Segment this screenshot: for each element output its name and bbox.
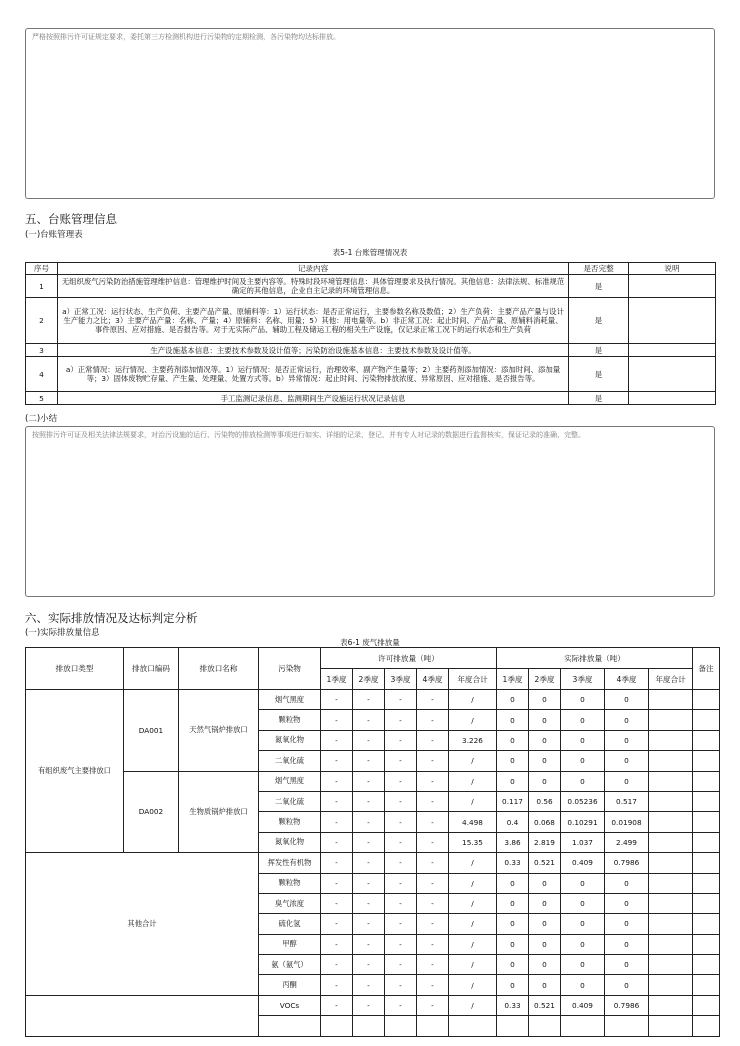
ledger-row-complete: 是 [569, 392, 629, 405]
outlet-name: 天然气锅炉排放口 [179, 690, 259, 772]
remark-cell [693, 730, 720, 750]
permitted-value: 15.35 [449, 832, 497, 852]
actual-value: 0 [529, 934, 561, 954]
pollutant-name: 颗粒物 [259, 812, 321, 832]
actual-value: 0.409 [561, 995, 605, 1015]
header-period: 1季度 [321, 669, 353, 690]
ledger-row-note [629, 275, 716, 298]
permitted-value: - [353, 914, 385, 934]
ledger-header-row [26, 263, 716, 275]
actual-value: 0 [605, 730, 649, 750]
monitoring-text: 严格按照排污许可证规定要求，委托第三方检测机构进行污染物的定期检测，各污染物均达标排放。 [32, 33, 340, 41]
remark-cell [693, 914, 720, 934]
actual-value [649, 812, 693, 832]
actual-value: 0 [561, 690, 605, 710]
remark-cell [693, 812, 720, 832]
pollutant-name: 氮氧化物 [259, 730, 321, 750]
actual-value [649, 995, 693, 1015]
ledger-row-complete: 是 [569, 344, 629, 357]
actual-value: 0 [529, 955, 561, 975]
actual-value: 0 [561, 914, 605, 934]
permitted-value: / [449, 853, 497, 873]
permitted-value: - [321, 995, 353, 1015]
permitted-value: - [417, 873, 449, 893]
remark-cell [693, 893, 720, 913]
header-actual: 实际排放量（吨） [497, 648, 693, 669]
permitted-value: - [417, 853, 449, 873]
header-period: 4季度 [417, 669, 449, 690]
permitted-value: / [449, 914, 497, 934]
emission-table [25, 647, 720, 1037]
actual-value: 0 [561, 710, 605, 730]
actual-value: 0.117 [497, 791, 529, 811]
actual-value: 0 [497, 975, 529, 995]
pollutant-name: 氮氧化物 [259, 832, 321, 852]
actual-value [649, 730, 693, 750]
permitted-value [417, 1016, 449, 1036]
actual-value: 3.86 [497, 832, 529, 852]
emission-row [26, 853, 720, 873]
actual-value: 0 [497, 730, 529, 750]
header-period: 4季度 [605, 669, 649, 690]
ledger-row-note [629, 298, 716, 344]
actual-value [649, 832, 693, 852]
actual-value: 0 [561, 771, 605, 791]
actual-value: 0 [497, 690, 529, 710]
outlet-type: 其他合计 [26, 853, 259, 996]
actual-value: 0.10291 [561, 812, 605, 832]
pollutant-name: 二氧化硫 [259, 791, 321, 811]
ledger-row-complete: 是 [569, 357, 629, 392]
permitted-value: - [417, 914, 449, 934]
remark-cell [693, 934, 720, 954]
monitoring-text-box[interactable] [25, 28, 715, 199]
actual-value [649, 690, 693, 710]
permitted-value: - [353, 934, 385, 954]
remark-cell [693, 791, 720, 811]
permitted-value: - [385, 873, 417, 893]
ledger-row-content: 手工监测记录信息、监测期间生产设施运行状况记录信息 [58, 392, 569, 405]
ledger-header-no: 序号 [26, 263, 58, 275]
actual-value: 0.33 [497, 853, 529, 873]
ledger-row-no: 3 [26, 344, 58, 357]
permitted-value: - [417, 812, 449, 832]
permitted-value: - [321, 791, 353, 811]
permitted-value: - [321, 832, 353, 852]
ledger-row-no: 4 [26, 357, 58, 392]
permitted-value: / [449, 995, 497, 1015]
actual-value: 0.7986 [605, 853, 649, 873]
actual-value: 1.037 [561, 832, 605, 852]
actual-value: 0.517 [605, 791, 649, 811]
permitted-value: / [449, 955, 497, 975]
actual-value: 0.068 [529, 812, 561, 832]
actual-value [649, 914, 693, 934]
permitted-value: - [353, 873, 385, 893]
actual-value: 0.409 [561, 853, 605, 873]
actual-value [561, 1016, 605, 1036]
pollutant-name: 挥发性有机物 [259, 853, 321, 873]
section6-title: 六、实际排放情况及达标判定分析 [25, 611, 198, 625]
actual-value: 0 [529, 690, 561, 710]
permitted-value: - [353, 710, 385, 730]
actual-value: 0 [497, 955, 529, 975]
permitted-value [385, 1016, 417, 1036]
permitted-value: - [385, 730, 417, 750]
permitted-value: - [417, 730, 449, 750]
header-outlet-name: 排放口名称 [179, 648, 259, 690]
actual-value: 0 [605, 690, 649, 710]
permitted-value: - [353, 771, 385, 791]
header-permitted: 许可排放量（吨） [321, 648, 497, 669]
actual-value: 0 [605, 751, 649, 771]
ledger-table [25, 262, 716, 405]
actual-value [649, 955, 693, 975]
header-outlet-code: 排放口编码 [124, 648, 179, 690]
actual-value: 0 [561, 955, 605, 975]
permitted-value: - [353, 730, 385, 750]
outlet-type: 有组织废气主要排放口 [26, 690, 124, 853]
header-period: 1季度 [497, 669, 529, 690]
permitted-value: - [417, 771, 449, 791]
permitted-value: - [417, 934, 449, 954]
permitted-value: - [417, 995, 449, 1015]
ledger-row-note [629, 392, 716, 405]
actual-value [649, 975, 693, 995]
actual-value: 0 [561, 751, 605, 771]
header-period: 3季度 [385, 669, 417, 690]
permitted-value: / [449, 893, 497, 913]
permitted-value: - [321, 955, 353, 975]
actual-value: 0.01908 [605, 812, 649, 832]
header-period: 3季度 [561, 669, 605, 690]
permitted-value: - [385, 791, 417, 811]
permitted-value: / [449, 710, 497, 730]
actual-value: 0.56 [529, 791, 561, 811]
actual-value [649, 1016, 693, 1036]
ledger-row [26, 298, 716, 344]
ledger-row-complete: 是 [569, 275, 629, 298]
permitted-value: - [385, 995, 417, 1015]
permitted-value: - [417, 751, 449, 771]
ledger-row-no: 1 [26, 275, 58, 298]
header-period: 年度合计 [649, 669, 693, 690]
actual-value [497, 1016, 529, 1036]
permitted-value: - [321, 710, 353, 730]
remark-cell [693, 995, 720, 1015]
ledger-row-content: a）正常情况：运行情况、主要药剂添加情况等。1）运行情况：是否正常运行，治理效率、副产物产生量等；2）主要药剂添加情况：添加时间、添加量等；3）固体废物贮存量、产生量、处理量、处置方式等。b）异常情况：起止时间、污染物排放浓度、异常原因、应对措施、是否报告等。 [58, 357, 569, 392]
permitted-value: - [321, 975, 353, 995]
actual-value: 0 [529, 914, 561, 934]
ledger-row-no: 5 [26, 392, 58, 405]
actual-value [649, 893, 693, 913]
ledger-header-note: 说明 [629, 263, 716, 275]
permitted-value: / [449, 934, 497, 954]
actual-value: 0 [497, 893, 529, 913]
permitted-value: - [321, 873, 353, 893]
table6-1-caption: 表6-1 废气排放量 [340, 638, 400, 647]
header-pollutant: 污染物 [259, 648, 321, 690]
permitted-value: - [321, 751, 353, 771]
pollutant-name: 颗粒物 [259, 710, 321, 730]
table5-1-caption: 表5-1 台账管理情况表 [332, 248, 408, 257]
permitted-value: / [449, 690, 497, 710]
permitted-value: - [385, 975, 417, 995]
permitted-value: - [417, 791, 449, 811]
permitted-value [321, 1016, 353, 1036]
permitted-value: - [353, 751, 385, 771]
permitted-value: - [385, 751, 417, 771]
permitted-value: / [449, 975, 497, 995]
actual-value [649, 873, 693, 893]
permitted-value: - [321, 893, 353, 913]
actual-value: 0.05236 [561, 791, 605, 811]
actual-value: 0 [529, 771, 561, 791]
permitted-value: - [385, 914, 417, 934]
permitted-value: - [321, 812, 353, 832]
actual-value: 2.499 [605, 832, 649, 852]
permitted-value: - [353, 690, 385, 710]
ledger-row-note [629, 357, 716, 392]
outlet-name: 生物质锅炉排放口 [179, 771, 259, 853]
actual-value [649, 751, 693, 771]
outlet-type [26, 995, 259, 1036]
actual-value: 0 [561, 893, 605, 913]
actual-value: 0 [497, 771, 529, 791]
ledger-header-complete: 是否完整 [569, 263, 629, 275]
ledger-row [26, 344, 716, 357]
pollutant-name: 氨（氨气） [259, 955, 321, 975]
actual-value: 0.521 [529, 853, 561, 873]
pollutant-name: 丙酮 [259, 975, 321, 995]
permitted-value: - [321, 771, 353, 791]
header-period: 2季度 [353, 669, 385, 690]
actual-value [649, 710, 693, 730]
permitted-value: - [417, 690, 449, 710]
ledger-row [26, 392, 716, 405]
remark-cell [693, 771, 720, 791]
actual-value: 0 [605, 771, 649, 791]
remark-cell [693, 955, 720, 975]
permitted-value: - [353, 832, 385, 852]
actual-value: 0 [497, 873, 529, 893]
remark-cell [693, 690, 720, 710]
ledger-row [26, 275, 716, 298]
actual-value: 0 [605, 955, 649, 975]
actual-value: 0 [497, 710, 529, 730]
permitted-value: - [385, 893, 417, 913]
actual-value: 0 [497, 751, 529, 771]
actual-value: 0 [529, 730, 561, 750]
actual-value: 0.521 [529, 995, 561, 1015]
actual-value: 0 [529, 710, 561, 730]
permitted-value: 3.226 [449, 730, 497, 750]
actual-value [649, 791, 693, 811]
actual-value [649, 771, 693, 791]
ledger-row-no: 2 [26, 298, 58, 344]
header-period: 2季度 [529, 669, 561, 690]
ledger-row [26, 357, 716, 392]
remark-cell [693, 751, 720, 771]
permitted-value: - [321, 690, 353, 710]
remark-cell [693, 853, 720, 873]
actual-value: 0 [529, 975, 561, 995]
actual-value [649, 853, 693, 873]
outlet-code: DA002 [124, 771, 179, 853]
remark-cell [693, 1016, 720, 1036]
permitted-value: - [385, 934, 417, 954]
actual-value: 0 [605, 934, 649, 954]
pollutant-name: 臭气浓度 [259, 893, 321, 913]
permitted-value: - [353, 812, 385, 832]
permitted-value: - [353, 893, 385, 913]
actual-value: 0 [561, 730, 605, 750]
actual-value: 0.7986 [605, 995, 649, 1015]
outlet-code: DA001 [124, 690, 179, 772]
permitted-value: - [417, 893, 449, 913]
ledger-row-complete: 是 [569, 298, 629, 344]
actual-value: 0 [529, 893, 561, 913]
actual-value: 0.4 [497, 812, 529, 832]
remark-cell [693, 873, 720, 893]
ledger-row-note [629, 344, 716, 357]
emission-row [26, 995, 720, 1015]
summary-text-box[interactable] [25, 426, 715, 597]
remark-cell [693, 832, 720, 852]
actual-value: 0 [497, 914, 529, 934]
actual-value: 0 [561, 873, 605, 893]
pollutant-name: 二氧化硫 [259, 751, 321, 771]
permitted-value: / [449, 751, 497, 771]
permitted-value: - [385, 771, 417, 791]
emission-header-row [26, 648, 720, 669]
permitted-value: - [321, 914, 353, 934]
permitted-value: / [449, 771, 497, 791]
permitted-value: - [353, 975, 385, 995]
actual-value: 2.819 [529, 832, 561, 852]
permitted-value: - [385, 710, 417, 730]
header-period: 年度合计 [449, 669, 497, 690]
header-outlet-type: 排放口类型 [26, 648, 124, 690]
pollutant-name: 颗粒物 [259, 873, 321, 893]
permitted-value: - [417, 975, 449, 995]
summary-title: (二)小结 [25, 414, 58, 424]
permitted-value: - [417, 832, 449, 852]
actual-value [529, 1016, 561, 1036]
permitted-value: - [321, 934, 353, 954]
emission-row [26, 690, 720, 710]
actual-value [605, 1016, 649, 1036]
actual-value: 0 [605, 975, 649, 995]
permitted-value: - [385, 812, 417, 832]
remark-cell [693, 975, 720, 995]
permitted-value: - [385, 832, 417, 852]
permitted-value: - [321, 853, 353, 873]
permitted-value: - [417, 955, 449, 975]
pollutant-name: 甲醇 [259, 934, 321, 954]
actual-value: 0.33 [497, 995, 529, 1015]
ledger-row-content: 无组织废气污染防治措施管理维护信息：管理维护时间及主要内容等。特殊时段环境管理信息：具体管理要求及执行情况。其他信息：法律法规、标准规范确定的其他信息，企业自主记录的环境管理信息。 [58, 275, 569, 298]
permitted-value: - [385, 690, 417, 710]
actual-value: 0 [561, 934, 605, 954]
permitted-value: - [353, 791, 385, 811]
permitted-value: - [353, 955, 385, 975]
actual-value: 0 [605, 873, 649, 893]
actual-value: 0 [605, 893, 649, 913]
permitted-value [353, 1016, 385, 1036]
permitted-value: - [353, 853, 385, 873]
actual-value: 0 [605, 914, 649, 934]
actual-value: 0 [529, 751, 561, 771]
pollutant-name [259, 1016, 321, 1036]
summary-text: 按照排污许可证及相关法律法规要求，对治污设施的运行、污染物的排放检测等事项进行如实、详细的记录、登记，并有专人对记录的数据进行监督核实，保证记录的准确、完整。 [32, 431, 585, 439]
permitted-value: - [321, 730, 353, 750]
ledger-row-content: 生产设施基本信息：主要技术参数及设计值等；污染防治设施基本信息：主要技术参数及设计值等。 [58, 344, 569, 357]
permitted-value [449, 1016, 497, 1036]
permitted-value: - [353, 995, 385, 1015]
actual-value: 0 [529, 873, 561, 893]
remark-cell [693, 710, 720, 730]
section6-subtitle: (一)实际排放量信息 [25, 628, 100, 638]
actual-value: 0 [497, 934, 529, 954]
actual-value: 0 [561, 975, 605, 995]
pollutant-name: 烟气黑度 [259, 690, 321, 710]
ledger-row-content: a）正常工况：运行状态、生产负荷、主要产品产量、原辅料等：1）运行状态：是否正常运行，主要参数名称及数值；2）生产负荷：主要产品产量与设计生产能力之比；3）主要产品产量：名称、产量；4）原辅料：名称、用量；5）其他：用电量等。b）非正常工况：起止时间、产品产量、原辅料消耗量、事件原因、应对措施、是否报告等。对于无实际产品、辅助工程及储运工程的相关生产设施，仅记录正常工况下的运行状态和生产负荷 [58, 298, 569, 344]
emission-row [26, 771, 720, 791]
permitted-value: / [449, 791, 497, 811]
ledger-header-content: 记录内容 [58, 263, 569, 275]
permitted-value: - [417, 710, 449, 730]
pollutant-name: 硫化氢 [259, 914, 321, 934]
actual-value [649, 934, 693, 954]
header-remark: 备注 [693, 648, 720, 690]
pollutant-name: VOCs [259, 995, 321, 1015]
actual-value: 0 [605, 710, 649, 730]
permitted-value: 4.498 [449, 812, 497, 832]
permitted-value: - [385, 955, 417, 975]
section5-title: 五、台账管理信息 [25, 212, 117, 226]
permitted-value: / [449, 873, 497, 893]
permitted-value: - [385, 853, 417, 873]
section5-subtitle: (一)台账管理表 [25, 230, 83, 240]
pollutant-name: 烟气黑度 [259, 771, 321, 791]
